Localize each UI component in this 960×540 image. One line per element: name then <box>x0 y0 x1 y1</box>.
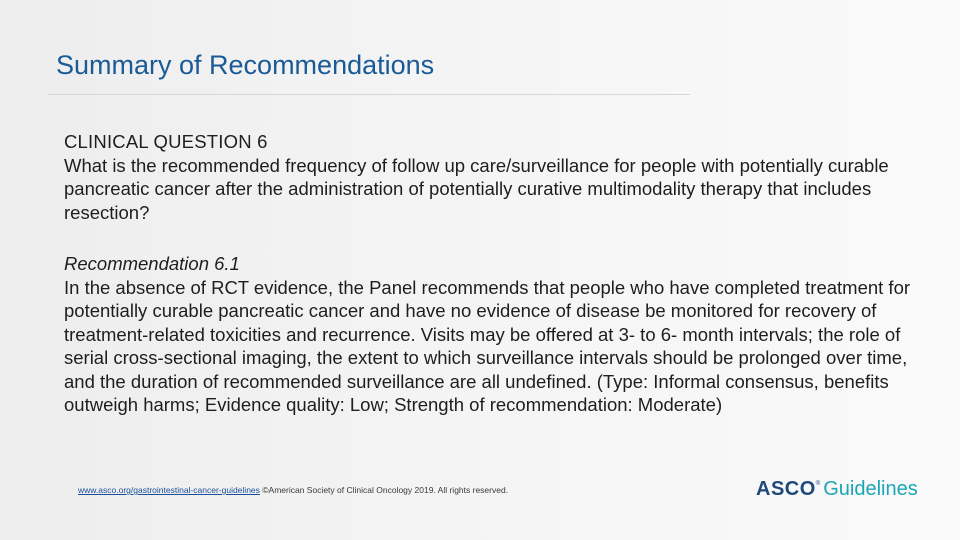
slide-title: Summary of Recommendations <box>56 50 435 80</box>
footer <box>78 485 508 495</box>
recommendation-heading: Recommendation 6.1 <box>64 253 240 274</box>
recommendation-text: In the absence of RCT evidence, the Panel recommends that people who have completed treatment for potentially curable pancreatic cancer and have no evidence of disease be monitored for recovery of treatment-related toxicities and recurrence. Visits may be offered at 3- to 6- month intervals; the role of serial cross-sectional imaging, the extent to which surveillance intervals should be prolonged over time, and the duration of recommended surveillance are all undefined. (Type: Informal consensus, benefits outweigh harms; Evidence quality: Low; Strength of recommendation: Moderate) <box>64 276 911 415</box>
asco-guidelines-logo <box>756 478 918 501</box>
logo-asco-text: ASCO <box>756 478 816 500</box>
logo-guidelines-text: Guidelines <box>823 478 918 500</box>
title-divider <box>48 94 690 95</box>
clinical-question-heading: CLINICAL QUESTION 6 <box>64 131 268 152</box>
logo-registered-mark: ® <box>815 481 821 487</box>
guidelines-link[interactable]: www.asco.org/gastrointestinal-cancer-guidelines <box>78 485 260 495</box>
clinical-question-text: What is the recommended frequency of follow up care/surveillance for people with potentially curable pancreatic cancer after the administration of potentially curative multimodality therapy that includes resection? <box>64 154 889 223</box>
copyright-text: ©American Society of Clinical Oncology 2019. All rights reserved. <box>259 485 509 495</box>
slide-content <box>64 130 924 417</box>
